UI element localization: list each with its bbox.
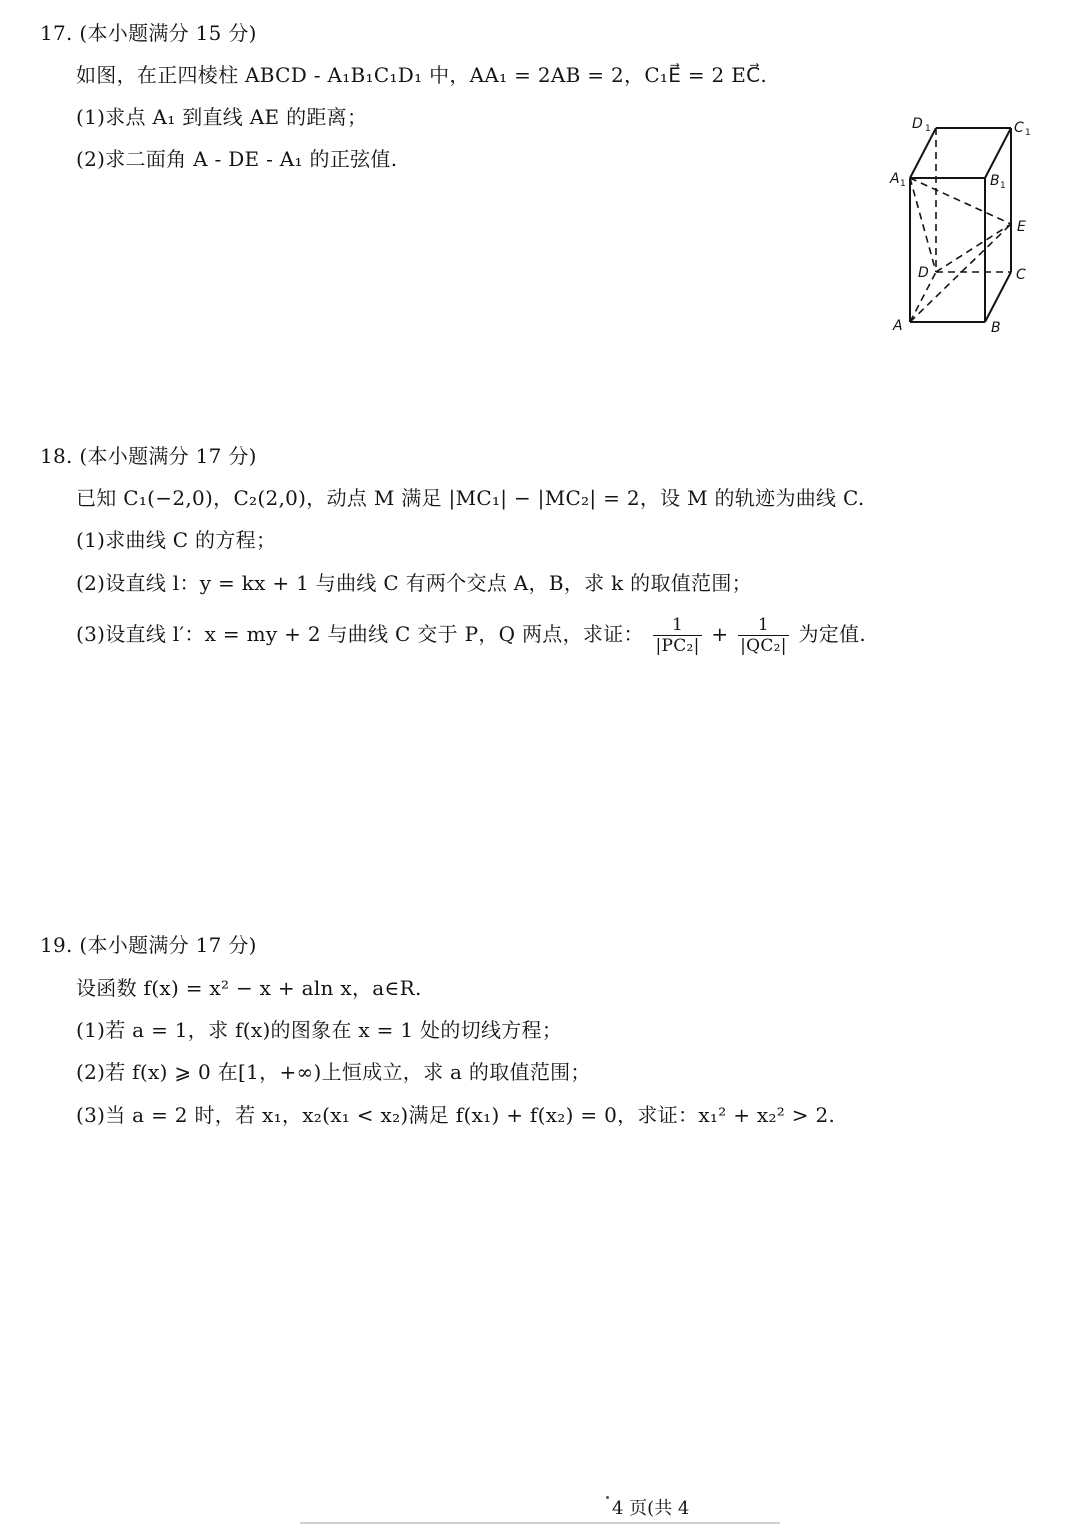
q18-stem: 已知 C₁(−2,0)，C₂(2,0)，动点 M 满足 |MC₁| − |MC₂| = 2，设 M 的轨迹为曲线 C. (76, 486, 865, 510)
prism-diagram (880, 110, 1050, 340)
fraction-1-over-PC2 (653, 615, 701, 656)
q19-part2: (2)若 f(x) ⩾ 0 在[1，+∞)上恒成立，求 a 的取值范围； (76, 1060, 591, 1084)
label-A1-sub: 1 (900, 179, 906, 189)
q19-header: 19. (本小题满分 17 分) (40, 933, 257, 957)
label-D: D (918, 265, 929, 281)
fraction-2-numerator: 1 (738, 615, 789, 636)
label-B: B (991, 320, 1001, 336)
label-C1-sub: 1 (1025, 128, 1031, 138)
q18-part3-suffix: 为定值. (798, 622, 867, 646)
edge-B1C1 (985, 128, 1011, 178)
fraction-1-denominator: |PC₂| (655, 636, 700, 656)
label-C1: C (1014, 120, 1024, 136)
q19-part1: (1)若 a = 1，求 f(x)的图象在 x = 1 处的切线方程； (76, 1018, 563, 1042)
edge-A1D1 (910, 128, 936, 178)
fraction-1-numerator: 1 (653, 615, 701, 636)
fraction-2-denominator: |QC₂| (740, 636, 787, 656)
label-C: C (1016, 267, 1026, 283)
q17-part2: (2)求二面角 A - DE - A₁ 的正弦值. (76, 147, 398, 171)
q19-part3: (3)当 a = 2 时，若 x₁，x₂(x₁ < x₂)满足 f(x₁) + f(x₂) = 0，求证：x₁² + x₂² > 2. (76, 1103, 836, 1127)
label-D1-sub: 1 (925, 124, 931, 134)
label-B1: B (990, 173, 1000, 189)
label-A: A (893, 318, 903, 334)
q17-stem: 如图，在正四棱柱 ABCD - A₁B₁C₁D₁ 中，AA₁ = 2AB = 2，C₁E⃗ = 2 EC⃗. (76, 63, 768, 87)
footer-mark (606, 1496, 609, 1499)
fraction-1-over-QC2 (738, 615, 789, 656)
label-B1-sub: 1 (1000, 181, 1006, 191)
q19-stem: 设函数 f(x) = x² − x + aln x，a∈R. (76, 976, 422, 1000)
q18-header: 18. (本小题满分 17 分) (40, 444, 257, 468)
label-D1: D (912, 116, 923, 132)
label-E: E (1017, 219, 1026, 235)
prism-figure (880, 110, 1050, 340)
q18-part3 (76, 614, 866, 656)
segment-A1D (910, 178, 936, 272)
q18-part2: (2)设直线 l：y = kx + 1 与曲线 C 有两个交点 A，B，求 k 的取值范围； (76, 571, 752, 595)
plus-sign: + (711, 622, 729, 646)
q17-header: 17. (本小题满分 15 分) (40, 21, 257, 45)
q18-part3-prefix: (3)设直线 l′：x = my + 2 与曲线 C 交于 P，Q 两点，求证： (76, 622, 644, 646)
segment-DE (936, 224, 1011, 272)
bottom-rule (300, 1522, 780, 1524)
label-A1: A (890, 171, 900, 187)
edge-BC (985, 272, 1011, 322)
q18-part1: (1)求曲线 C 的方程； (76, 528, 277, 552)
page-number: 4 页(共 4 (612, 1498, 690, 1519)
q17-part1: (1)求点 A₁ 到直线 AE 的距离； (76, 105, 368, 129)
